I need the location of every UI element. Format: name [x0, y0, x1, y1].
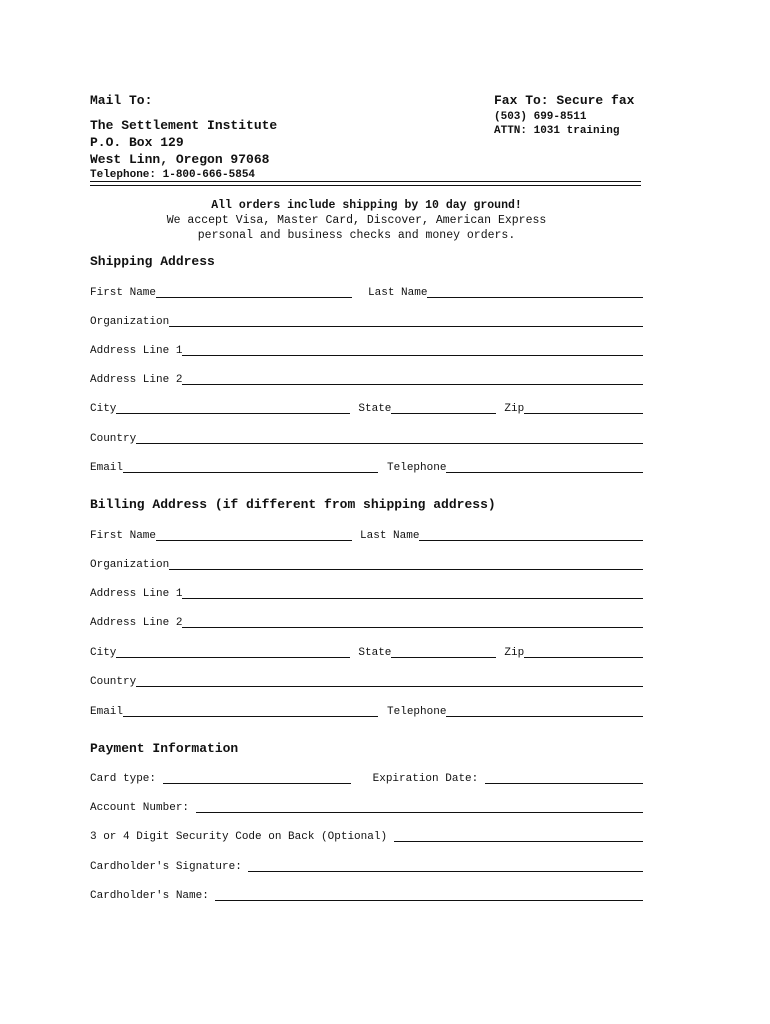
shipping-organization-field[interactable]	[169, 326, 643, 327]
expiration-date-label: Expiration Date:	[372, 773, 485, 785]
billing-address2-row	[90, 613, 643, 629]
shipping-country-row	[90, 429, 643, 445]
billing-email-label: Email	[90, 706, 124, 718]
shipping-city-row	[90, 399, 643, 415]
billing-organization-label: Organization	[90, 559, 170, 571]
cardholder-name-label: Cardholder's Name:	[90, 890, 216, 902]
city-line: West Linn, Oregon 97068	[90, 152, 270, 167]
billing-zip-label: Zip	[504, 647, 525, 659]
mail-to-label: Mail To:	[90, 93, 153, 108]
billing-telephone-label: Telephone	[387, 706, 447, 718]
cardholder-name-row	[90, 886, 643, 902]
billing-first-name-field[interactable]	[156, 540, 352, 541]
shipping-first-name-field[interactable]	[156, 297, 352, 298]
billing-name-row	[90, 526, 643, 542]
billing-organization-field[interactable]	[169, 569, 643, 570]
shipping-address2-label: Address Line 2	[90, 374, 183, 386]
fax-label: Fax To: Secure fax	[494, 93, 635, 108]
shipping-state-field[interactable]	[391, 413, 496, 414]
expiration-date-field[interactable]	[485, 783, 643, 784]
cardholder-signature-label: Cardholder's Signature:	[90, 861, 249, 873]
security-code-label: 3 or 4 Digit Security Code on Back (Optional)	[90, 831, 394, 843]
billing-country-row	[90, 672, 643, 688]
billing-address1-row	[90, 584, 643, 600]
shipping-address-title: Shipping Address	[90, 254, 215, 269]
billing-city-label: City	[90, 647, 117, 659]
billing-address-title: Billing Address (if different from shipping address)	[90, 497, 496, 512]
card-type-label: Card type:	[90, 773, 163, 785]
shipping-city-label: City	[90, 403, 117, 415]
billing-email-field[interactable]	[123, 716, 378, 717]
shipping-email-field[interactable]	[123, 472, 378, 473]
billing-address2-label: Address Line 2	[90, 617, 183, 629]
billing-address2-field[interactable]	[182, 627, 643, 628]
billing-state-field[interactable]	[391, 657, 496, 658]
billing-country-label: Country	[90, 676, 137, 688]
shipping-state-label: State	[358, 403, 392, 415]
security-code-row	[90, 827, 643, 843]
shipping-org-row	[90, 312, 643, 328]
shipping-country-field[interactable]	[136, 443, 643, 444]
billing-org-row	[90, 555, 643, 571]
billing-zip-field[interactable]	[524, 657, 643, 658]
shipping-country-label: Country	[90, 433, 137, 445]
fax-number: (503) 699-8511	[494, 111, 587, 123]
card-type-row	[90, 769, 643, 785]
signature-row	[90, 857, 643, 873]
shipping-last-name-label: Last Name	[368, 287, 428, 299]
security-code-field[interactable]	[394, 841, 643, 842]
card-type-field[interactable]	[163, 783, 351, 784]
org-name: The Settlement Institute	[90, 118, 278, 133]
shipping-name-row	[90, 283, 643, 299]
cardholder-signature-field[interactable]	[248, 871, 643, 872]
fax-attn: ATTN: 1031 training	[494, 125, 620, 137]
account-number-row	[90, 798, 643, 814]
shipping-address1-row	[90, 341, 643, 357]
shipping-telephone-label: Telephone	[387, 462, 447, 474]
shipping-email-label: Email	[90, 462, 124, 474]
shipping-last-name-field[interactable]	[427, 297, 643, 298]
shipping-organization-label: Organization	[90, 316, 170, 328]
cardholder-name-field[interactable]	[215, 900, 643, 901]
shipping-address2-field[interactable]	[182, 384, 643, 385]
billing-city-row	[90, 643, 643, 659]
shipping-zip-label: Zip	[504, 403, 525, 415]
org-telephone: Telephone: 1-800-666-5854	[90, 169, 256, 181]
billing-email-row	[90, 702, 643, 718]
shipping-telephone-field[interactable]	[446, 472, 643, 473]
billing-country-field[interactable]	[136, 686, 643, 687]
header-divider	[90, 181, 641, 186]
billing-last-name-label: Last Name	[360, 530, 420, 542]
shipping-zip-field[interactable]	[524, 413, 643, 414]
billing-state-label: State	[358, 647, 392, 659]
po-box: P.O. Box 129	[90, 135, 184, 150]
payment-info-title: Payment Information	[90, 741, 239, 756]
billing-last-name-field[interactable]	[419, 540, 643, 541]
billing-address1-label: Address Line 1	[90, 588, 183, 600]
shipping-email-row	[90, 458, 643, 474]
payment-methods-line1: We accept Visa, Master Card, Discover, American Express	[166, 214, 547, 227]
account-number-field[interactable]	[196, 812, 643, 813]
billing-first-name-label: First Name	[90, 530, 157, 542]
account-number-label: Account Number:	[90, 802, 196, 814]
shipping-address1-field[interactable]	[182, 355, 643, 356]
shipping-address2-row	[90, 370, 643, 386]
shipping-notice: All orders include shipping by 10 day ground!	[211, 199, 522, 212]
shipping-first-name-label: First Name	[90, 287, 157, 299]
billing-telephone-field[interactable]	[446, 716, 643, 717]
shipping-city-field[interactable]	[116, 413, 350, 414]
billing-city-field[interactable]	[116, 657, 350, 658]
shipping-address1-label: Address Line 1	[90, 345, 183, 357]
payment-methods-line2: personal and business checks and money orders.	[197, 229, 516, 242]
billing-address1-field[interactable]	[182, 598, 643, 599]
